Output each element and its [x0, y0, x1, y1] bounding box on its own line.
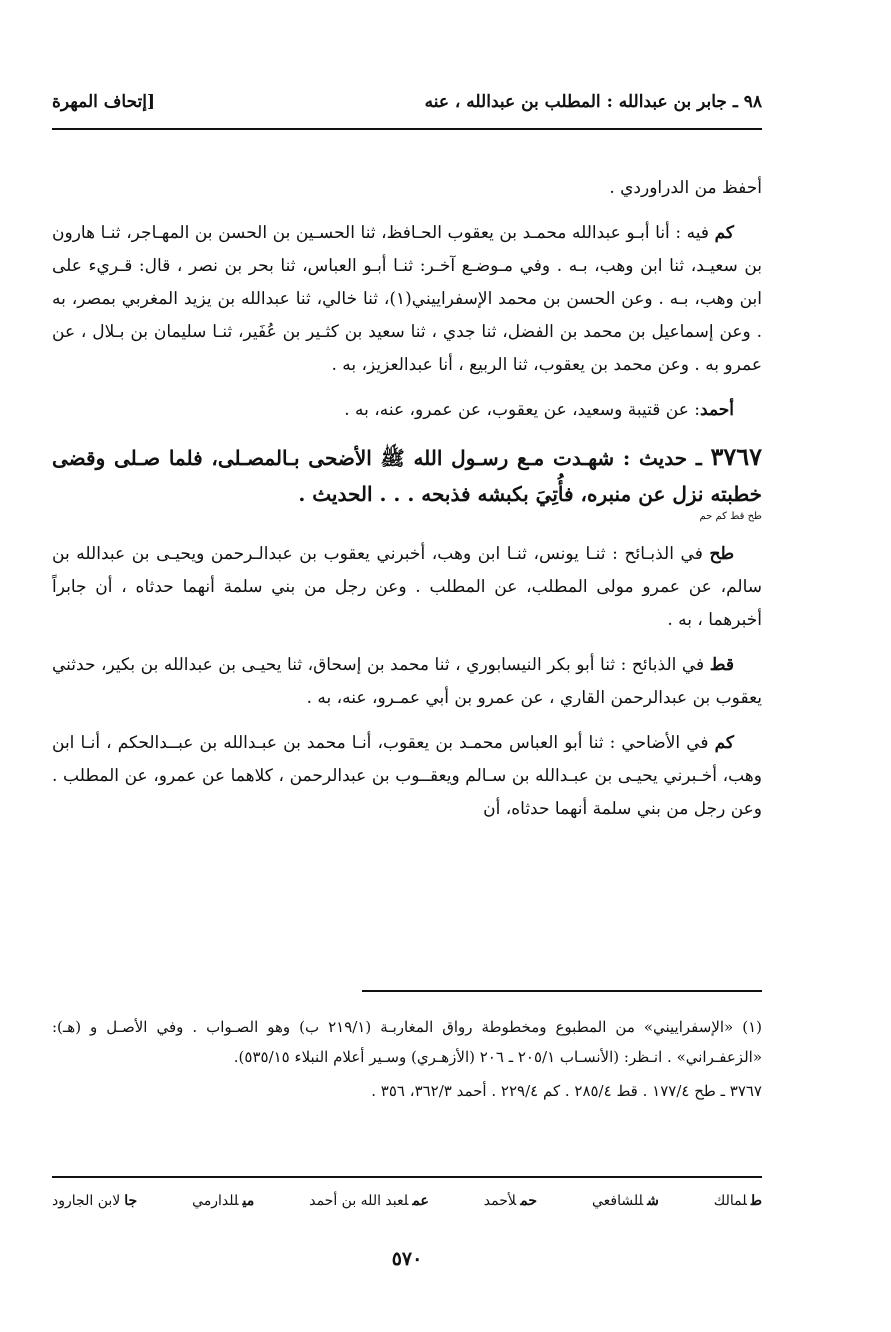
- chapter-title: ٩٨ ـ جابر بن عبدالله : المطلب بن عبدالله ، عنه: [424, 92, 762, 112]
- book-title: [إتحاف المهرة: [52, 92, 156, 112]
- source-siglum: أحمد: [700, 400, 734, 420]
- footnote-rule: [362, 990, 762, 992]
- source-siglum: قط: [709, 655, 734, 675]
- source-siglum: كم: [714, 223, 734, 243]
- page-number: ٥٧٠: [391, 1248, 423, 1270]
- hadith-heading: [52, 439, 762, 522]
- paragraph-5: قط في الذبائح : ثنا أبو بكر النيسابوري ، ثنا محمد بن إسحاق، ثنا يحيـى بن عبدالله بن بكير، حدثني يعقوب بن عبدالرحمن القاري ، عن عمرو بن أبي عمـرو، عنه، به .: [52, 655, 762, 708]
- legend-item: طلمالك: [713, 1193, 762, 1209]
- legend-item: شللشافعي: [591, 1193, 659, 1209]
- paragraph-4: طح في الذبـائح : ثنـا يونس، ثنـا ابن وهب، أخبرني يعقوب بن عبدالـرحمن ويحيـى بن عبدالله بن سالم، عن عمرو مولى المطلب، عن المطلب . وعن رجل من بني سلمة أنهما حدثاه ، أن جابراً أخبرهما ، به .: [52, 544, 762, 630]
- legend-item: جالابن الجارود: [52, 1193, 138, 1209]
- legend-rule: [52, 1176, 762, 1178]
- document-page: [52, 0, 762, 1332]
- hadith-number: ٣٧٦٧: [710, 442, 762, 471]
- running-header: [52, 92, 762, 112]
- legend-item: عملعبد الله بن أحمد: [309, 1193, 429, 1209]
- legend-item: حملأحمد: [483, 1193, 537, 1209]
- header-rule: [52, 128, 762, 130]
- footnote-2: ٣٧٦٧ ـ طح ١٧٧/٤ . قط ٢٨٥/٤ . كم ٢٢٩/٤ . أحمد ٣٦٢/٣، ٣٥٦ .: [371, 1082, 762, 1100]
- paragraph-6: كم في الأضاحي : ثنا أبو العباس محمـد بن يعقوب، أنـا محمد بن عبـدالله بن عبــدالحكم ، أنـا ابن وهب، أخـبرني يحيـى بن عبـدالله بن سـالم ويعقــوب بن عبدالرحمن ، كلاهما عن عمرو، عن المطلب . وعن رجل من بني سلمة أنهما حدثاه، أن: [52, 733, 762, 819]
- footnote-1: (١) «الإسفراييني» من المطبوع ومخطوطة رواق المغاربـة (٢١٩/١ ب) وهو الصـواب . وفي الأصـل و (هـ): «الزعفـراني» . انـظر: (الأنسـاب ٢٠٥/١ ـ ٢٠٦ (الأزهـري) وسـير أعلام النبلاء ٥٣٥/١٥).: [52, 1018, 762, 1066]
- hadith-sources-sigla: طح قط كم حم: [699, 511, 762, 522]
- sigla-legend: [52, 1193, 762, 1209]
- hadith-text: ـ حديث : شهـدت مـع رسـول الله ﷺ الأضحى بـالمصـلى، فلما صـلى وقضى خطبته نزل عن منبره، فأُتِيَ بكبشه فذبحه . . . الحديث .: [52, 446, 762, 506]
- source-siglum: كم: [714, 733, 734, 753]
- paragraph-3: أحمد: عن قتيبة وسعيد، عن يعقوب، عن عمرو، عنه، به .: [344, 400, 734, 420]
- paragraph-2: كم فيه : أنا أبـو عبدالله محمـد بن يعقوب الحـافظ، ثنا الحسـين بن الحسن بن المهـاجر، ثنـا هارون بن سعيـد، ثنا ابن وهب، بـه . وفي مـوضـع آخـر: ثنـا أبـو العباس، ثنا بحر بن نصر ، قال: قـريء على ابن وهب، بـه . وعن الحسن بن محمد الإسفراييني(١)، ثنا خالي، ثنا عبدالله بن يزيد المغربي بمصر، به . وعن إسماعيل بن محمد بن الفضل، ثنا جدي ، ثنا سعيد بن كثـير بن عُفَير، ثنـا سليمان بن بـلال ، عن عمرو به . وعن محمد بن يعقوب، ثنا الربيع ، أنا عبدالعزيز، به .: [52, 223, 762, 375]
- main-text: [52, 172, 762, 838]
- paragraph-1: أحفظ من الدراوردي .: [609, 178, 762, 198]
- legend-item: ميللدارمي: [192, 1193, 255, 1209]
- footnotes: [52, 1012, 762, 1110]
- source-siglum: طح: [709, 544, 734, 564]
